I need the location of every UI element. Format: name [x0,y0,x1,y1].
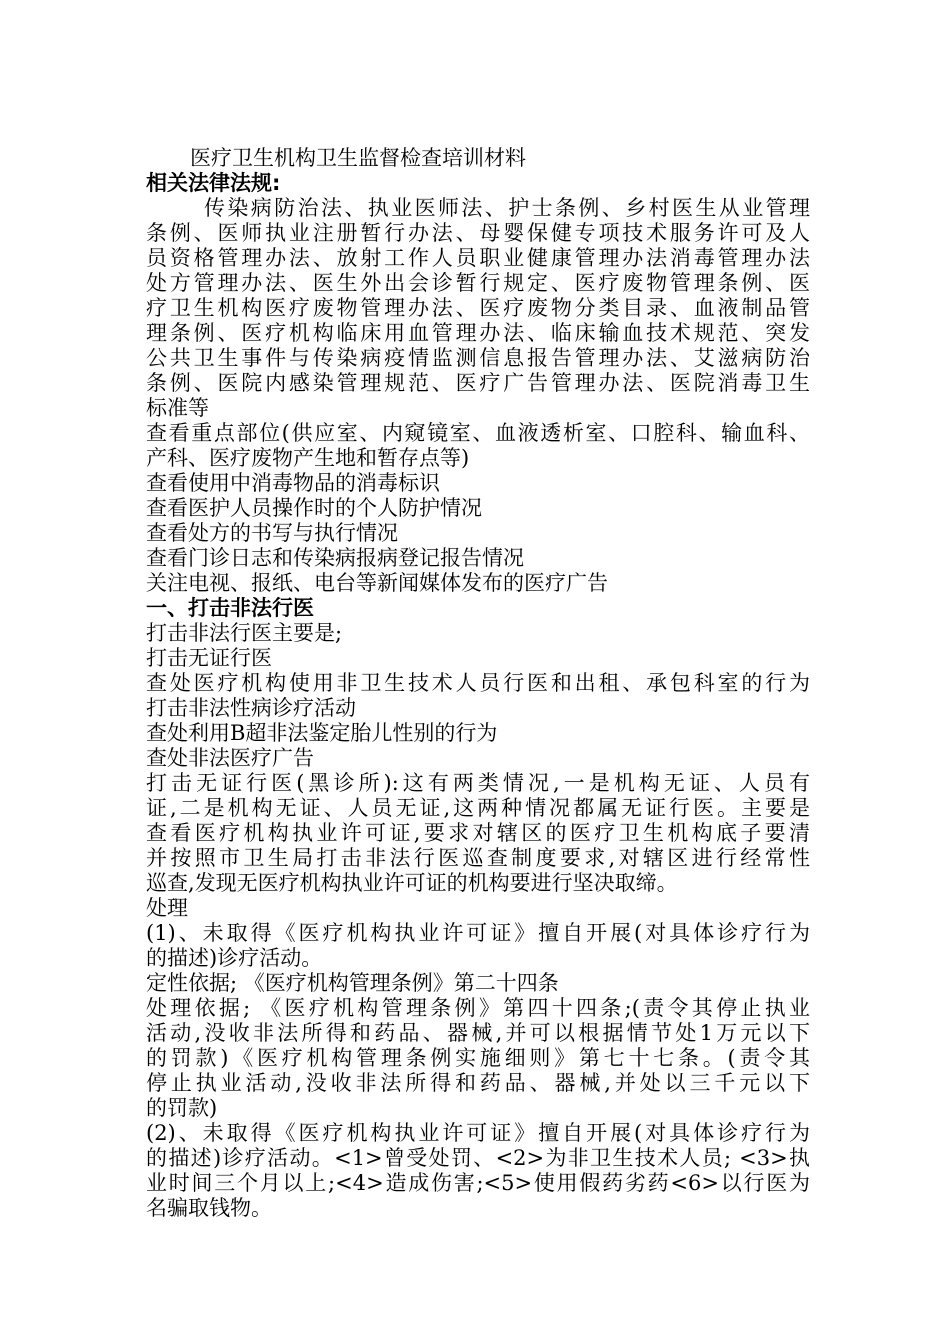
laws-paragraph-line: 条例、医院内感染管理规范、医疗广告管理办法、医院消毒卫生 [146,371,810,395]
section-one-line: 处理依据; 《医疗机构管理条例》第四十四条;(责令其停止执业 [146,996,810,1020]
section-one-line: 打击无证行医(黑诊所):这有两类情况,一是机构无证、人员有 [146,771,810,795]
check-item: 产科、医疗废物产生地和暂存点等) [146,446,470,470]
section-one-line: 处理 [146,896,188,920]
section-one-line: 的描述)诊疗活动。<1>曾受处罚、<2>为非卫生技术人员; <3>执 [146,1146,810,1170]
laws-paragraph-line: 条例、医师执业注册暂行办法、母婴保健专项技术服务许可及人 [146,221,810,245]
section-one-line: 定性依据; 《医疗机构管理条例》第二十四条 [146,971,559,995]
section-one-line: 的罚款)《医疗机构管理条例实施细则》第七十七条。(责令其 [146,1046,810,1070]
check-item: 查看门诊日志和传染病报病登记报告情况 [146,546,524,570]
laws-paragraph-line: 员资格管理办法、放射工作人员职业健康管理办法消毒管理办法 [146,246,810,270]
section-one-line: 业时间三个月以上;<4>造成伤害;<5>使用假药劣药<6>以行医为 [146,1171,810,1195]
section-one-line: 并按照市卫生局打击非法行医巡查制度要求,对辖区进行经常性 [146,846,810,870]
section-one-line: 的罚款) [146,1096,218,1120]
check-item: 查看处方的书写与执行情况 [146,521,398,545]
laws-paragraph-line: 疗卫生机构医疗废物管理办法、医疗废物分类目录、血液制品管 [146,296,810,320]
section-one-line: 的描述)诊疗活动。 [146,946,323,970]
section-one-line: (2)、未取得《医疗机构执业许可证》擅自开展(对具体诊疗行为 [146,1121,810,1145]
section-one-line: 证,二是机构无证、人员无证,这两种情况都属无证行医。主要是 [146,796,810,820]
check-item: 查看重点部位(供应室、内窥镜室、血液透析室、口腔科、输血科、 [146,421,810,445]
check-item: 关注电视、报纸、电台等新闻媒体发布的医疗广告 [146,571,608,595]
section-one-line: 查处利用B超非法鉴定胎儿性别的行为 [146,721,498,745]
laws-paragraph-line: 标准等 [146,396,209,420]
laws-paragraph-line: 处方管理办法、医生外出会诊暂行规定、医疗废物管理条例、医 [146,271,810,295]
check-item: 查看医护人员操作时的个人防护情况 [146,496,482,520]
check-item: 查看使用中消毒物品的消毒标识 [146,471,440,495]
section-one-line: 打击非法性病诊疗活动 [146,696,356,720]
section-one-line: 查处医疗机构使用非卫生技术人员行医和出租、承包科室的行为 [146,671,810,695]
section-one-line: 停止执业活动,没收非法所得和药品、器械,并处以三千元以下 [146,1071,810,1095]
laws-paragraph-line: 理条例、医疗机构临床用血管理办法、临床输血技术规范、突发 [146,321,810,345]
section-one-heading: 一、打击非法行医 [146,596,314,620]
document-title: 医疗卫生机构卫生监督检查培训材料 [190,146,526,170]
section-one-line: 名骗取钱物。 [146,1196,272,1220]
section-one-line: 活动,没收非法所得和药品、器械,并可以根据情节处1万元以下 [146,1021,810,1045]
section-one-line: 巡查,发现无医疗机构执业许可证的机构要进行坚决取缔。 [146,871,678,895]
section-one-line: 查处非法医疗广告 [146,746,314,770]
section-one-line: (1)、未取得《医疗机构执业许可证》擅自开展(对具体诊疗行为 [146,921,810,945]
section-one-line: 打击非法行医主要是; [146,621,343,645]
laws-paragraph-line: 传染病防治法、执业医师法、护士条例、乡村医生从业管理 [204,196,810,220]
section-one-line: 查看医疗机构执业许可证,要求对辖区的医疗卫生机构底子要清 [146,821,810,845]
laws-heading: 相关法律法规: [146,171,281,195]
laws-paragraph-line: 公共卫生事件与传染病疫情监测信息报告管理办法、艾滋病防治 [146,346,810,370]
document-page [146,146,810,1221]
section-one-line: 打击无证行医 [146,646,272,670]
